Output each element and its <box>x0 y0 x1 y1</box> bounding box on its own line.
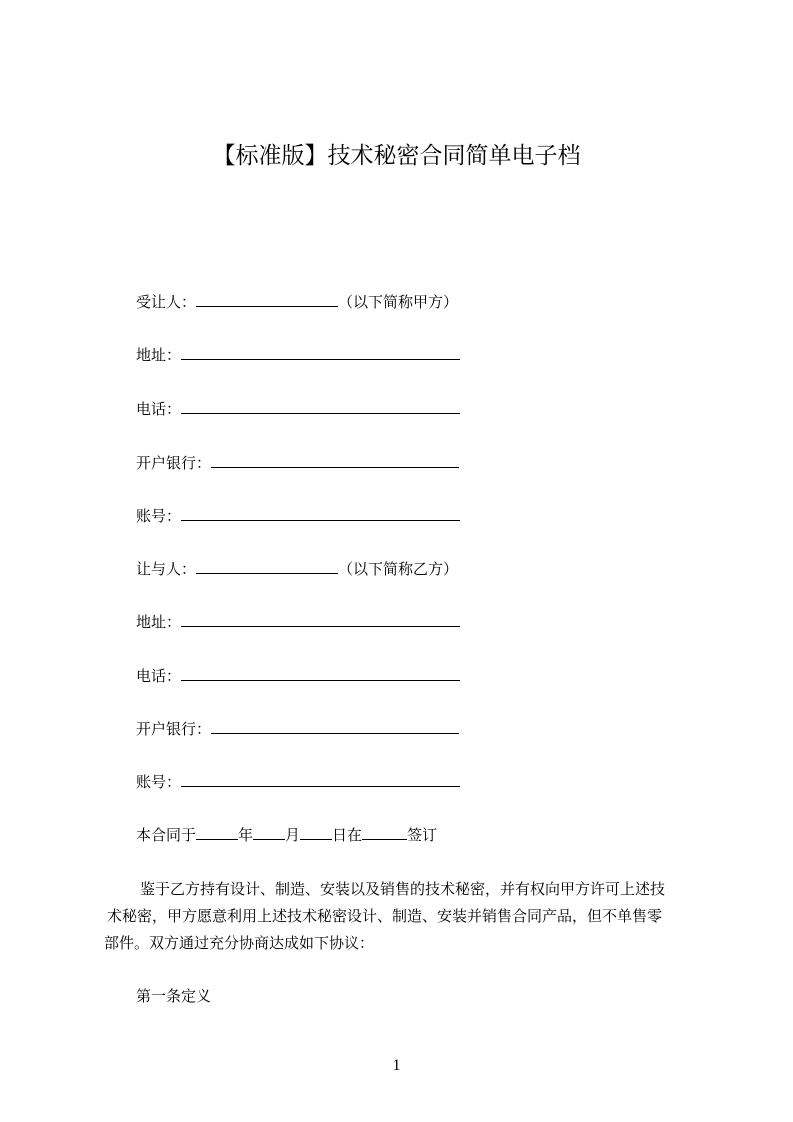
signing-day-blank <box>300 824 332 840</box>
party-a-address-row <box>136 344 460 365</box>
signing-row <box>136 824 437 845</box>
article-1-heading: 第一条定义 <box>136 987 212 1005</box>
party-b-name-label: 让与人： <box>136 560 197 578</box>
party-a-account-row <box>136 505 460 526</box>
signing-place-blank <box>362 824 407 840</box>
preamble-line-2: 术秘密，甲方愿意利用上述技术秘密设计、制造、安装并销售合同产品，但不单售零 <box>107 907 663 925</box>
party-b-name-suffix: （以下简称乙方） <box>338 560 459 578</box>
party-a-name-suffix: （以下简称甲方） <box>338 293 459 311</box>
signing-month-label: 月 <box>285 826 301 844</box>
party-a-address-blank <box>181 344 460 360</box>
signing-month-blank <box>253 824 285 840</box>
party-b-phone-blank <box>181 665 460 681</box>
party-a-account-blank <box>181 505 460 521</box>
party-b-account-label: 账号： <box>136 773 182 791</box>
party-a-account-label: 账号： <box>136 507 182 525</box>
party-a-bank-blank <box>211 452 459 468</box>
party-a-bank-row <box>136 452 459 473</box>
party-b-bank-label: 开户银行： <box>136 720 212 738</box>
party-b-address-blank <box>181 611 460 627</box>
party-a-phone-label: 电话： <box>136 400 182 418</box>
signing-year-blank <box>196 824 238 840</box>
party-a-name-row <box>136 291 458 312</box>
party-a-name-label: 受让人： <box>136 293 197 311</box>
party-b-bank-blank <box>211 718 459 734</box>
preamble-line-1: 鉴于乙方持有设计、制造、安装以及销售的技术秘密，并有权向甲方许可上述技 <box>140 880 666 898</box>
party-a-phone-blank <box>181 398 460 414</box>
party-b-phone-row <box>136 665 460 686</box>
party-a-address-label: 地址： <box>136 346 182 364</box>
preamble-line-3: 部件。双方通过充分协商达成如下协议： <box>104 934 375 952</box>
party-b-account-row <box>136 771 460 792</box>
party-b-address-label: 地址： <box>136 613 182 631</box>
party-b-name-row <box>136 558 458 579</box>
party-a-bank-label: 开户银行： <box>136 454 212 472</box>
party-a-phone-row <box>136 398 460 419</box>
signing-day-at-label: 日在 <box>332 826 363 844</box>
signing-year-label: 年 <box>238 826 254 844</box>
party-b-account-blank <box>181 771 460 787</box>
party-b-phone-label: 电话： <box>136 667 182 685</box>
party-a-name-blank <box>196 291 338 307</box>
party-b-name-blank <box>196 558 338 574</box>
page-number: 1 <box>392 1057 401 1074</box>
party-b-bank-row <box>136 718 459 739</box>
preamble-paragraph <box>104 876 714 957</box>
document-title: 【标准版】技术秘密合同简单电子档 <box>212 143 581 169</box>
party-b-address-row <box>136 611 460 632</box>
signing-suffix: 签订 <box>407 826 438 844</box>
signing-prefix: 本合同于 <box>136 826 197 844</box>
